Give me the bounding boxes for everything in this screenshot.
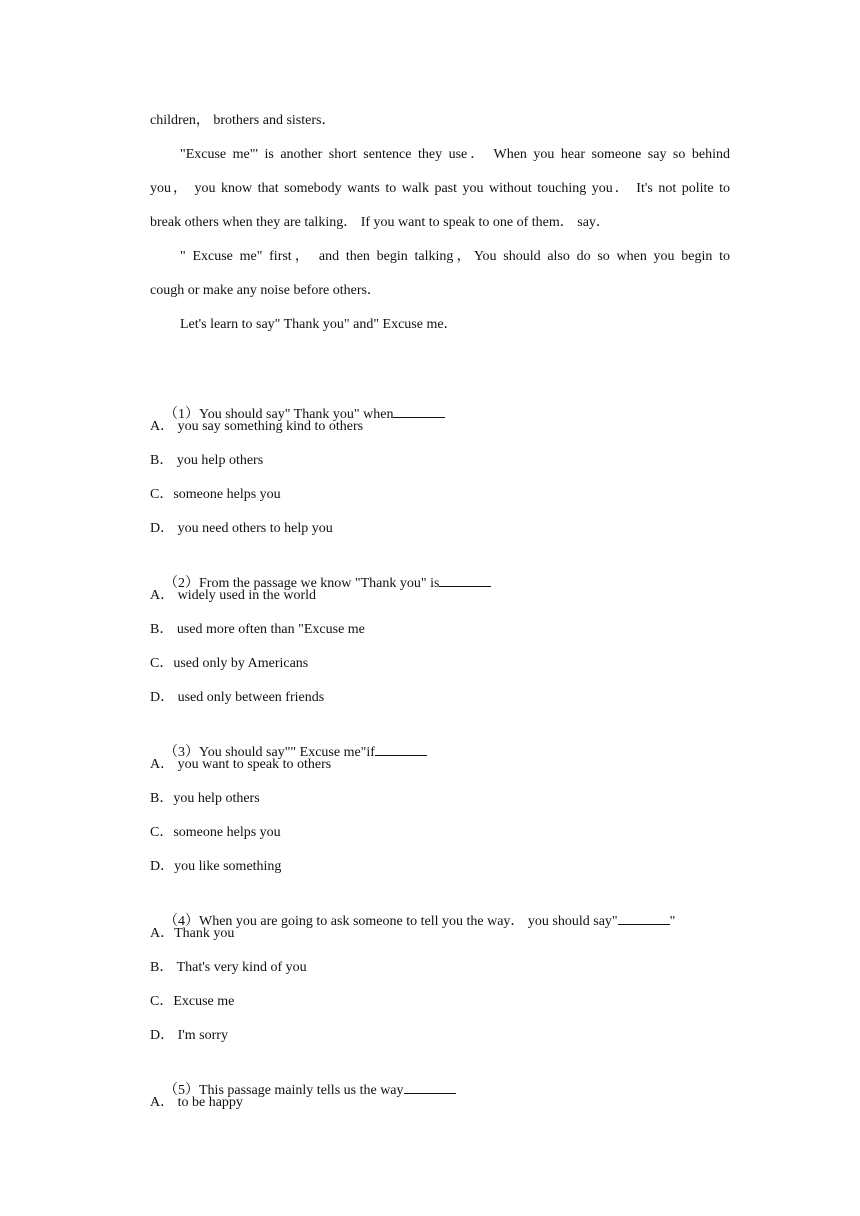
question-3-option-d: D．you like something [150,859,282,874]
question-3-option-a: A． you want to speak to others [150,757,332,772]
question-5-option-a: A． to be happy [150,1095,243,1110]
passage-line-2: "Excuse me"' is another short sentence they use． When you hear someone say so behind [180,147,730,162]
passage-line-6: cough or make any noise before others． [150,283,381,298]
question-4-option-c: C．Excuse me [150,994,235,1009]
question-1-option-d: D． you need others to help you [150,521,333,536]
passage-line-5: " Excuse me" first， and then begin talking，You should also do so when you begin to [180,249,730,264]
question-3-option-c: C．someone helps you [150,825,281,840]
question-3-stem: （3）You should say"" Excuse me"if [150,721,730,783]
question-1-option-a: A． you say something kind to others [150,419,364,434]
question-1-option-c: C．someone helps you [150,487,281,502]
passage-line-7: Let's learn to say" Thank you" and" Excuse me． [180,317,458,332]
question-2-stem: （2）From the passage we know "Thank you" is [150,552,730,614]
question-1-option-b: B． you help others [150,453,264,468]
question-2-option-b: B． used more often than "Excuse me [150,622,365,637]
passage-line-3: you， you know that somebody wants to walk past you without touching you． It's not polite to [150,181,730,196]
question-2-option-a: A． widely used in the world [150,588,317,603]
answer-blank [393,403,445,418]
question-3-option-b: B．you help others [150,791,260,806]
question-4-option-b: B． That's very kind of you [150,960,307,975]
question-4-stem: （4）When you are going to ask someone to tell you the way． you should say" " [150,890,730,952]
question-2-option-c: C．used only by Americans [150,656,309,671]
question-5-stem: （5）This passage mainly tells us the way [150,1059,730,1121]
question-1-stem: （1）You should say" Thank you" when [150,383,730,445]
passage-line-1: children， brothers and sisters． [150,113,336,128]
answer-blank [439,572,491,587]
question-4-option-a: A．Thank you [150,926,235,941]
answer-blank [404,1079,456,1094]
answer-blank [618,910,670,925]
question-4-option-d: D． I'm sorry [150,1028,228,1043]
question-2-option-d: D． used only between friends [150,690,325,705]
passage-line-4: break others when they are talking． If you want to speak to one of them． say． [150,215,610,230]
answer-blank [375,741,427,756]
